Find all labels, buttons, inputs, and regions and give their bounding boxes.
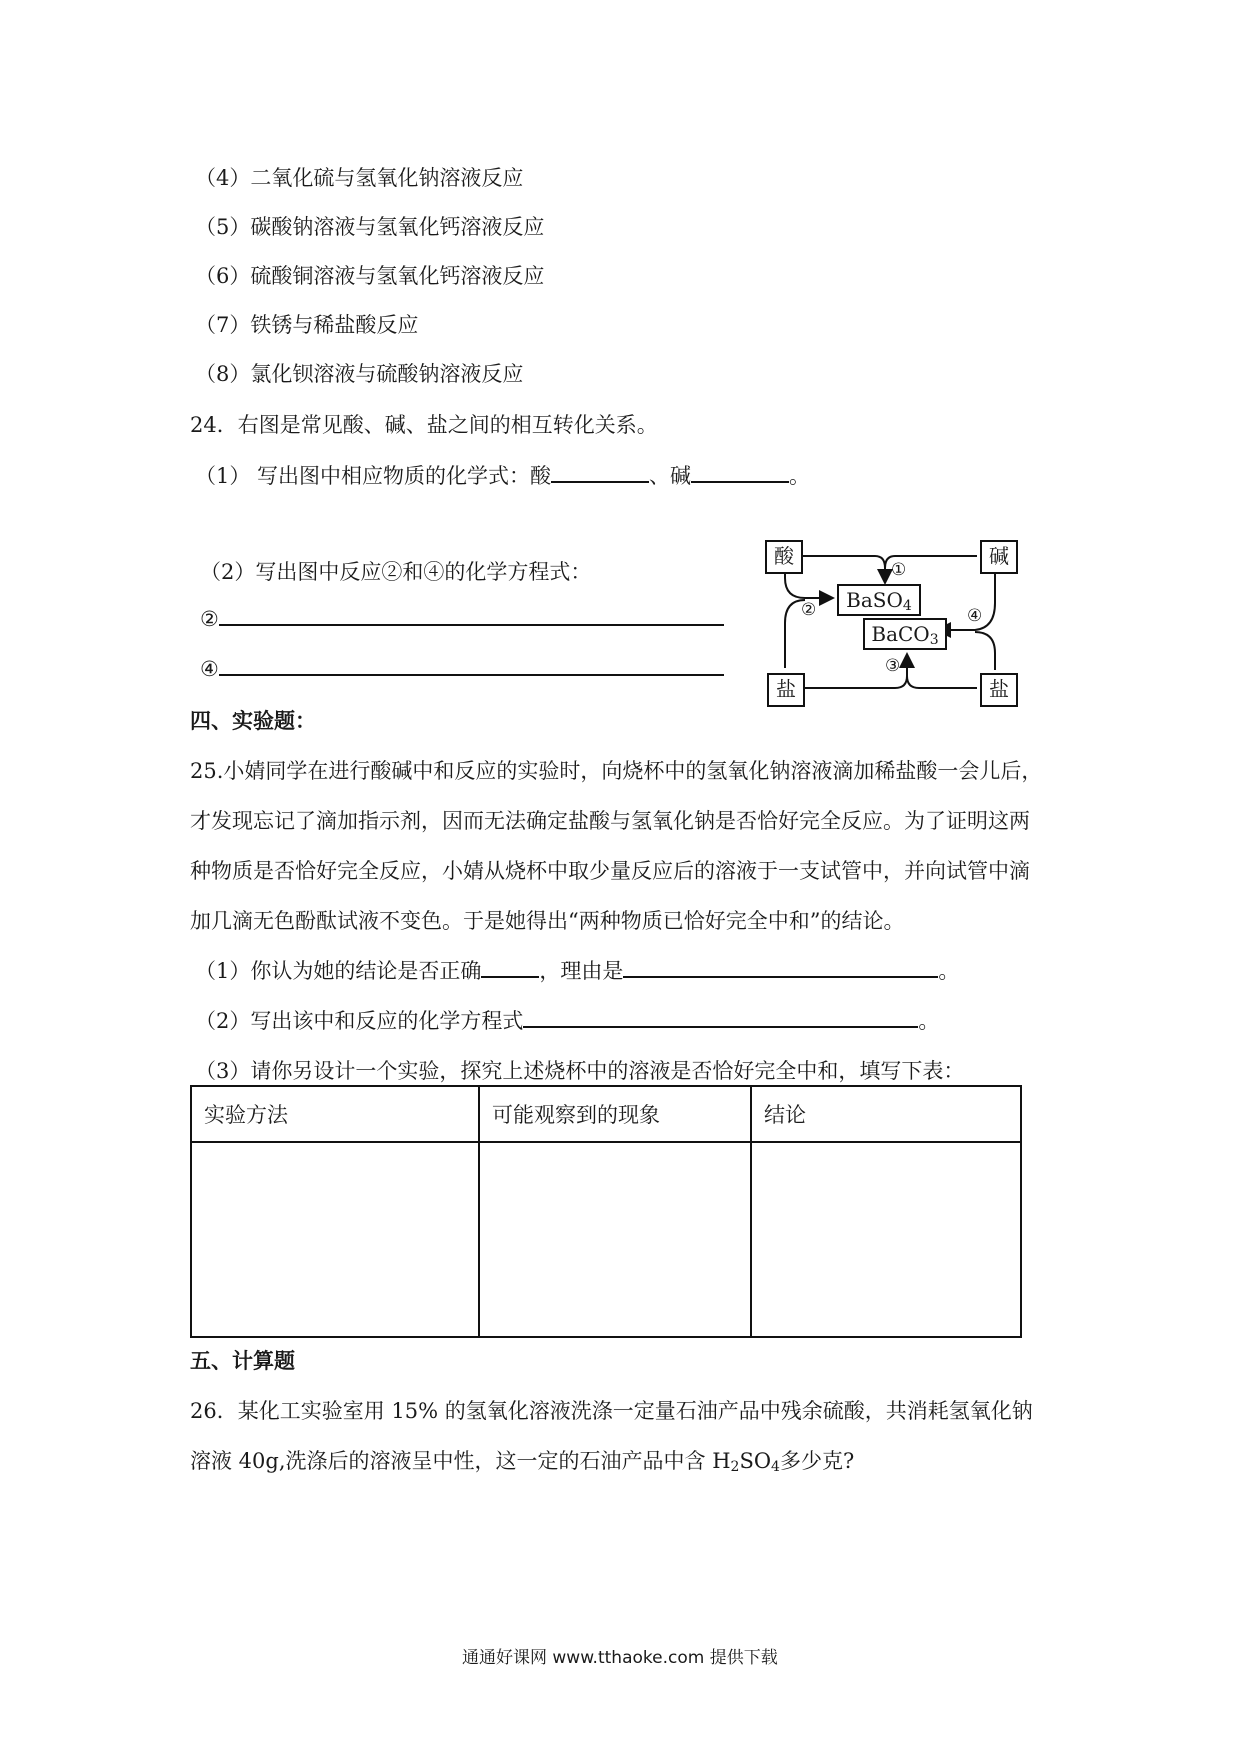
salt-right-box: 盐: [980, 673, 1018, 707]
item-23-4: （4）二氧化硫与氢氧化钠溶液反应: [195, 166, 524, 190]
part1-end: 。: [789, 464, 811, 488]
baso4-subscript: 4: [902, 598, 912, 614]
correctness-blank[interactable]: [481, 958, 539, 978]
q26-sub-4: 4: [771, 1459, 780, 1475]
item-23-6: （6）硫酸铜溶液与氢氧化钙溶液反应: [195, 264, 545, 288]
page-footer: 通通好课网 www.tthaoke.com 提供下载: [462, 1648, 778, 1668]
section-4-heading: 四、实验题：: [190, 708, 316, 733]
question-24-part2: （2）写出图中反应②和④的化学方程式：: [200, 560, 592, 584]
question-25-line-4: 加几滴无色酚酞试液不变色。于是她得出“两种物质已恰好完全中和”的结论。: [190, 909, 905, 933]
equation-4-blank[interactable]: [219, 656, 724, 676]
item-23-7: （7）铁锈与稀盐酸反应: [195, 313, 419, 337]
table-header-row: [191, 1086, 1021, 1142]
cell-method[interactable]: [191, 1142, 479, 1337]
equation-2-line: [200, 606, 724, 631]
question-24-part1: [195, 460, 810, 490]
item-23-8: （8）氯化钡溶液与硫酸钠溶液反应: [195, 362, 524, 386]
question-24-stem: 24．右图是常见酸、碱、盐之间的相互转化关系。: [190, 413, 658, 437]
question-25-part2: [195, 1005, 939, 1035]
header-phenomenon: 可能观察到的现象: [479, 1086, 751, 1142]
equation-2-blank[interactable]: [219, 606, 724, 626]
part2-text-b: 。: [918, 1009, 940, 1033]
q26-text-a: 溶液 40g,洗涤后的溶液呈中性，这一定的石油产品中含 H: [190, 1449, 731, 1473]
header-method: 实验方法: [191, 1086, 479, 1142]
baco3-label: BaCO: [871, 622, 930, 646]
baso4-label: BaSO: [846, 588, 903, 612]
item-23-5: （5）碳酸钠溶液与氢氧化钙溶液反应: [195, 215, 545, 239]
acid-box: 酸: [765, 540, 803, 574]
base-box: 碱: [980, 540, 1018, 574]
question-25-part3: （3）请你另设计一个实验，探究上述烧杯中的溶液是否恰好完全中和，填写下表：: [195, 1059, 965, 1083]
cell-phenomenon[interactable]: [479, 1142, 751, 1337]
label-reaction-2: ②: [200, 607, 219, 631]
section-5-heading: 五、计算题: [190, 1348, 295, 1373]
q26-text-b: SO: [739, 1449, 772, 1473]
part1-text-b: ，理由是: [539, 959, 624, 983]
reaction-4-label: ④: [967, 606, 983, 626]
question-25-part1: [195, 955, 959, 985]
base-formula-blank[interactable]: [691, 463, 789, 483]
reaction-3-label: ③: [885, 656, 901, 676]
part1-mid: 、碱: [649, 464, 692, 488]
reaction-2-label: ②: [801, 600, 817, 620]
experiment-table: [190, 1085, 1022, 1338]
question-25-line-1: 25.小婧同学在进行酸碱中和反应的实验时，向烧杯中的氢氧化钠溶液滴加稀盐酸一会儿后，: [190, 759, 1043, 783]
question-26-line-1: 26．某化工实验室用 15% 的氢氧化溶液洗涤一定量石油产品中残余硫酸，共消耗氢氧化钠: [190, 1399, 1033, 1423]
baco3-subscript: 3: [929, 632, 939, 648]
reason-blank[interactable]: [623, 958, 938, 978]
q26-text-c: 多少克?: [779, 1449, 855, 1473]
reaction-1-label: ①: [891, 560, 907, 580]
table-row: [191, 1142, 1021, 1337]
acid-base-salt-diagram: [755, 538, 1035, 714]
part2-text-a: （2）写出该中和反应的化学方程式: [195, 1009, 524, 1033]
question-25-line-3: 种物质是否恰好完全反应，小婧从烧杯中取少量反应后的溶液于一支试管中，并向试管中滴: [190, 859, 1030, 883]
neutralization-equation-blank[interactable]: [523, 1008, 918, 1028]
label-reaction-4: ④: [200, 657, 219, 681]
acid-formula-blank[interactable]: [551, 463, 649, 483]
question-26-line-2: [190, 1445, 854, 1475]
part1-text-c: 。: [938, 959, 960, 983]
baco3-box: [863, 618, 947, 650]
q26-sub-2: 2: [730, 1459, 740, 1475]
cell-conclusion[interactable]: [751, 1142, 1021, 1337]
part1-prefix: （1） 写出图中相应物质的化学式：酸: [195, 464, 552, 488]
part1-text-a: （1）你认为她的结论是否正确: [195, 959, 482, 983]
header-conclusion: 结论: [751, 1086, 1021, 1142]
question-25-line-2: 才发现忘记了滴加指示剂，因而无法确定盐酸与氢氧化钠是否恰好完全反应。为了证明这两: [190, 809, 1030, 833]
baso4-box: [837, 584, 921, 616]
salt-left-box: 盐: [767, 673, 805, 707]
equation-4-line: [200, 656, 724, 681]
